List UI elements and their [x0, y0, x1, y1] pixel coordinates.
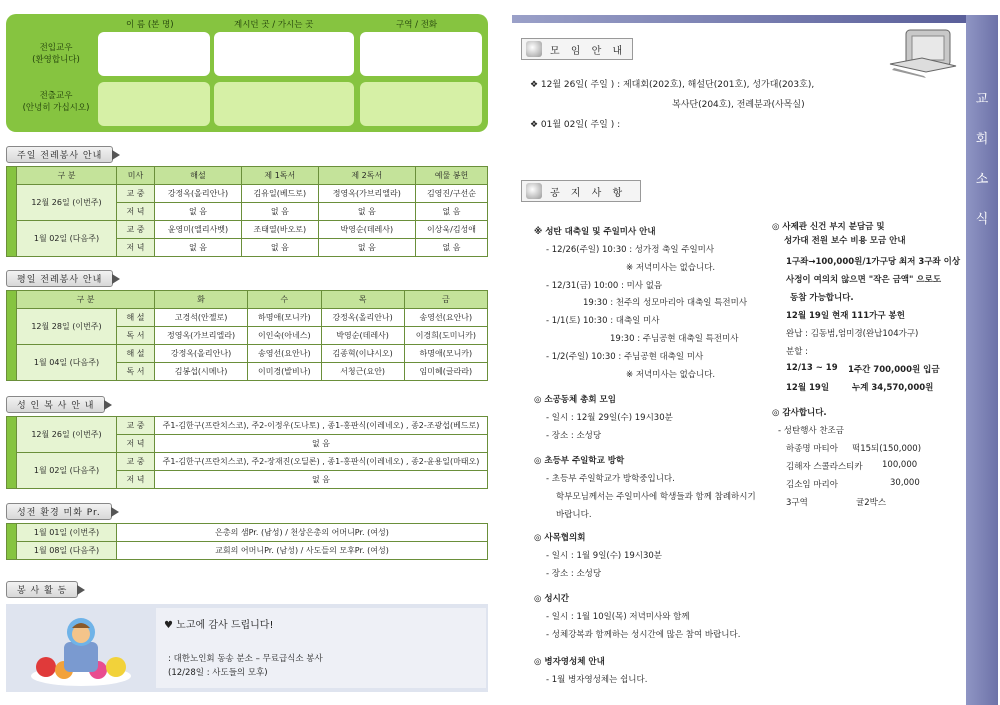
notice-line: - 장소 : 소성당	[546, 431, 602, 441]
mass-cell: 교 중	[117, 185, 155, 203]
service-line2: (12/28일 : 사도들의 모후)	[168, 668, 268, 678]
table-cell: 윤영미(엘리사벳)	[155, 221, 242, 239]
fund-total-date: 12월 19일	[786, 383, 830, 393]
fund-status: 완납 : 김동범,엄미경(완납104가구)	[786, 329, 919, 339]
table-cell: 교회의 어머니Pr. (남성) / 사도들의 모후Pr. (여성)	[117, 542, 488, 560]
fund-line: 1구좌→100,000원/1가구당 최저 3구좌 이상	[786, 257, 961, 267]
table-cell: 김종혁(이냐시오)	[321, 345, 404, 363]
notice-line: 19:30 : 주님공현 대축일 특전미사	[610, 334, 739, 344]
table-cell: 없 음	[155, 239, 242, 257]
mass-cell: 저 녁	[117, 203, 155, 221]
role-cell: 독 서	[117, 363, 155, 381]
table-cell: 하명애(모니카)	[248, 309, 321, 327]
table-cell: 이상욱/김성애	[415, 221, 487, 239]
table-header: 미사	[117, 167, 155, 185]
notice-line: - 12/31(금) 10:00 : 미사 없음	[546, 281, 663, 291]
side-bar	[966, 15, 998, 705]
date-cell: 1월 08일 (다음주)	[17, 542, 117, 560]
table-cell: 하명애(모니카)	[404, 345, 487, 363]
registration-box	[6, 14, 488, 132]
fund-period-amount: 1주간 700,000원 입금	[848, 365, 940, 375]
table-cell: 김봉섭(시메나)	[155, 363, 248, 381]
table-cell: 이인숙(아네스)	[248, 327, 321, 345]
notice-icon	[526, 183, 542, 199]
table-side-bar	[7, 524, 17, 560]
table-cell: 없 음	[415, 239, 487, 257]
donor-amount: 귤2박스	[856, 498, 887, 508]
meeting-icon	[526, 41, 542, 57]
fund-title: ◎ 사제관 신건 부지 분담금 및	[772, 222, 885, 232]
notice-line: 학부모님께서는 주일미사에 학생들과 함께 참례하시기	[556, 492, 756, 502]
table-cell: 없 음	[155, 471, 488, 489]
altar-table	[6, 416, 488, 489]
role-cell: 독 서	[117, 327, 155, 345]
mass-cell: 저 녁	[117, 435, 155, 453]
altar-section-tab: 성 인 복 사 안 내	[6, 396, 105, 413]
table-header: 금	[404, 291, 487, 309]
meeting-title: 모 임 안 내	[550, 45, 627, 57]
donor-name: 3구역	[786, 498, 808, 508]
notice-line: ◎ 사목협의회	[534, 533, 586, 543]
service-section-tab: 봉 사 활 동	[6, 581, 78, 598]
notice-line: - 1/2(주일) 10:30 : 주님공현 대축일 미사	[546, 352, 704, 362]
notice-line: ◎ 성시간	[534, 594, 570, 604]
reg-label-in: 전입교우 (환영합니다)	[32, 43, 80, 65]
notice-title: 공 지 사 항	[550, 187, 627, 199]
table-cell: 없 음	[155, 435, 488, 453]
reg-cell-out-place[interactable]	[214, 82, 354, 126]
table-cell: 정영옥(가브리엘라)	[155, 327, 248, 345]
date-cell: 1월 02일 (다음주)	[17, 221, 117, 257]
rosary-section-tab: 성전 환경 미화 Pr.	[6, 503, 112, 520]
notice-line: - 일시 : 12월 29일(수) 19시30분	[546, 413, 673, 423]
mass-cell: 교 중	[117, 417, 155, 435]
donor-name: 하종명 마티아	[786, 444, 838, 454]
reg-label-out: 전출교우 (안녕히 가십시오)	[22, 91, 90, 113]
reg-cell-in-contact[interactable]	[360, 32, 482, 76]
table-cell: 없 음	[155, 203, 242, 221]
table-cell: 송영선(요안나)	[404, 309, 487, 327]
notice-line: - 일시 : 1월 9일(수) 19시30분	[546, 551, 662, 561]
table-cell: 주1-김한구(프란치스코), 주2-장재진(오딜론) , 종1-홍판식(이레네오) , 종2-윤용일(마태오)	[155, 453, 488, 471]
role-cell: 해 설	[117, 309, 155, 327]
table-header: 구 분	[17, 167, 117, 185]
sidebar-char: 소	[975, 172, 989, 187]
table-cell: 강정옥(올리안나)	[321, 309, 404, 327]
table-header: 화	[155, 291, 248, 309]
notice-line: 19:30 : 천주의 성모마리아 대축일 특전미사	[583, 298, 748, 308]
meeting-item2: ❖ 01월 02일( 주일 ) :	[530, 120, 621, 130]
date-cell: 1월 02일 (다음주)	[17, 453, 117, 489]
service-text-panel	[156, 608, 486, 688]
table-cell: 박영순(데레사)	[318, 221, 415, 239]
table-cell: 이경희(도미니카)	[404, 327, 487, 345]
fund-line: 동참 가능합니다.	[790, 293, 854, 303]
notice-line: - 1/1(토) 10:30 : 대축일 미사	[546, 316, 660, 326]
fund-status: 12월 19일 현재 111가구 봉헌	[786, 311, 905, 321]
table-cell: 이미경(발비나)	[248, 363, 321, 381]
table-cell: 김유일(베드로)	[241, 185, 318, 203]
praying-figure-icon	[26, 612, 136, 688]
date-cell: 12월 26일 (이번주)	[17, 185, 117, 221]
meeting-item1-cont: 복사단(204호), 전례분과(사목실)	[672, 100, 805, 110]
table-cell: 없 음	[318, 239, 415, 257]
service-thanks: 노고에 감사 드립니다!	[176, 620, 274, 631]
table-cell: 강정옥(올리안나)	[155, 185, 242, 203]
donor-amount: 30,000	[890, 478, 920, 488]
heart-icon: ♥	[164, 620, 173, 631]
table-cell: 없 음	[318, 203, 415, 221]
table-cell: 은총의 샘Pr. (남성) / 천상은총의 어머니Pr. (여성)	[117, 524, 488, 542]
table-side-bar	[7, 167, 17, 257]
mass-cell: 교 중	[117, 453, 155, 471]
table-side-bar	[7, 291, 17, 381]
thanks-subtitle: - 성탄행사 찬조금	[778, 426, 844, 436]
notice-line: - 장소 : 소성당	[546, 569, 602, 579]
meeting-section-tab	[521, 38, 633, 60]
table-cell: 주1-김한구(프란치스코), 주2-이정우(도나토) , 종1-홍판식(이레네오) , 종2-조광섭(베드로)	[155, 417, 488, 435]
reg-cell-out-contact[interactable]	[360, 82, 482, 126]
notice-line: ◎ 초등부 주일학교 방학	[534, 456, 625, 466]
table-cell: 임미혜(글라라)	[404, 363, 487, 381]
sunday-table	[6, 166, 488, 257]
table-cell: 없 음	[241, 203, 318, 221]
notice-line: ◎ 병자영성체 안내	[534, 657, 605, 667]
table-cell: 김영진/구선순	[415, 185, 487, 203]
mass-cell: 저 녁	[117, 471, 155, 489]
notice-line: ※ 저녁미사는 없습니다.	[626, 370, 716, 380]
donor-name: 김소임 마리아	[786, 480, 838, 490]
fund-total: 누계 34,570,000원	[852, 383, 934, 393]
notice-line: ◎ 소공동체 총회 모임	[534, 395, 616, 405]
table-cell: 강정옥(올리안나)	[155, 345, 248, 363]
table-header: 수	[248, 291, 321, 309]
table-cell: 서청근(요안)	[321, 363, 404, 381]
table-header: 제 2독서	[318, 167, 415, 185]
table-header: 예물 봉헌	[415, 167, 487, 185]
notice-line: 바랍니다.	[556, 510, 592, 520]
notice-section-tab	[521, 180, 641, 202]
date-cell: 1월 04일 (다음주)	[17, 345, 117, 381]
fund-status: 분할 :	[786, 347, 808, 357]
weekday-section-tab: 평일 전례봉사 안내	[6, 270, 113, 287]
sidebar-char: 회	[975, 132, 989, 147]
notice-line: ※ 저녁미사는 없습니다.	[626, 263, 716, 273]
fund-period: 12/13 ~ 19	[786, 363, 838, 373]
reg-cell-in-place[interactable]	[214, 32, 354, 76]
meeting-item1: ❖ 12월 26일( 주일 ) : 제대회(202호), 해설단(201호), 성가대(203호),	[530, 80, 815, 90]
table-header: 목	[321, 291, 404, 309]
computer-icon	[886, 28, 964, 80]
table-cell: 박영순(데레사)	[321, 327, 404, 345]
notice-line: - 일시 : 1월 10일(목) 저녁미사와 함께	[546, 612, 690, 622]
weekday-table	[6, 290, 488, 381]
top-stripe	[512, 15, 966, 23]
table-cell: 없 음	[415, 203, 487, 221]
notice-line: - 1월 병자영성체는 쉽니다.	[546, 675, 648, 685]
notice-line: - 초등부 주일학교가 방학중입니다.	[546, 474, 675, 484]
date-cell: 12월 28일 (이번주)	[17, 309, 117, 345]
donor-name: 김해자 스콜라스티카	[786, 462, 863, 472]
table-cell: 없 음	[241, 239, 318, 257]
role-cell: 해 설	[117, 345, 155, 363]
reg-header-name: 이 름 (본 명)	[126, 20, 174, 30]
date-cell: 1월 01일 (이번주)	[17, 524, 117, 542]
fund-line: 사정이 여의치 않으면 "작은 금액" 으로도	[786, 275, 942, 285]
sunday-section-tab: 주일 전례봉사 안내	[6, 146, 113, 163]
notice-line: - 성체강복과 함께하는 성시간에 많은 참여 바랍니다.	[546, 630, 741, 640]
thanks-title: ◎ 감사합니다.	[772, 408, 827, 418]
service-box	[6, 604, 488, 692]
sidebar-char: 교	[975, 92, 989, 107]
table-cell: 고경석(안젤로)	[155, 309, 248, 327]
donor-amount: 떡15되(150,000)	[852, 444, 922, 454]
reg-header-place: 계시던 곳 / 가시는 곳	[234, 20, 314, 30]
reg-header-contact: 구역 / 전화	[396, 20, 438, 30]
sidebar-char: 식	[975, 212, 989, 227]
reg-cell-out-name[interactable]	[98, 82, 210, 126]
table-cell: 정영옥(가브리엘라)	[318, 185, 415, 203]
table-header: 해설	[155, 167, 242, 185]
service-line1: : 대한노인회 동송 분소 – 무료급식소 봉사	[168, 654, 323, 664]
date-cell: 12월 26일 (이번주)	[17, 417, 117, 453]
table-side-bar	[7, 417, 17, 489]
table-header: 구 분	[17, 291, 155, 309]
table-cell: 조태열(바오로)	[241, 221, 318, 239]
table-cell: 송영선(요안나)	[248, 345, 321, 363]
donor-amount: 100,000	[882, 460, 918, 470]
reg-cell-in-name[interactable]	[98, 32, 210, 76]
notice-line: ※ 성탄 대축일 및 주일미사 안내	[534, 227, 656, 237]
mass-cell: 저 녁	[117, 239, 155, 257]
mass-cell: 교 중	[117, 221, 155, 239]
table-header: 제 1독서	[241, 167, 318, 185]
rosary-table	[6, 523, 488, 560]
fund-title-2: 성가대 전원 보수 비용 모금 안내	[784, 236, 906, 246]
notice-line: - 12/26(주일) 10:30 : 성가정 축일 주일미사	[546, 245, 715, 255]
